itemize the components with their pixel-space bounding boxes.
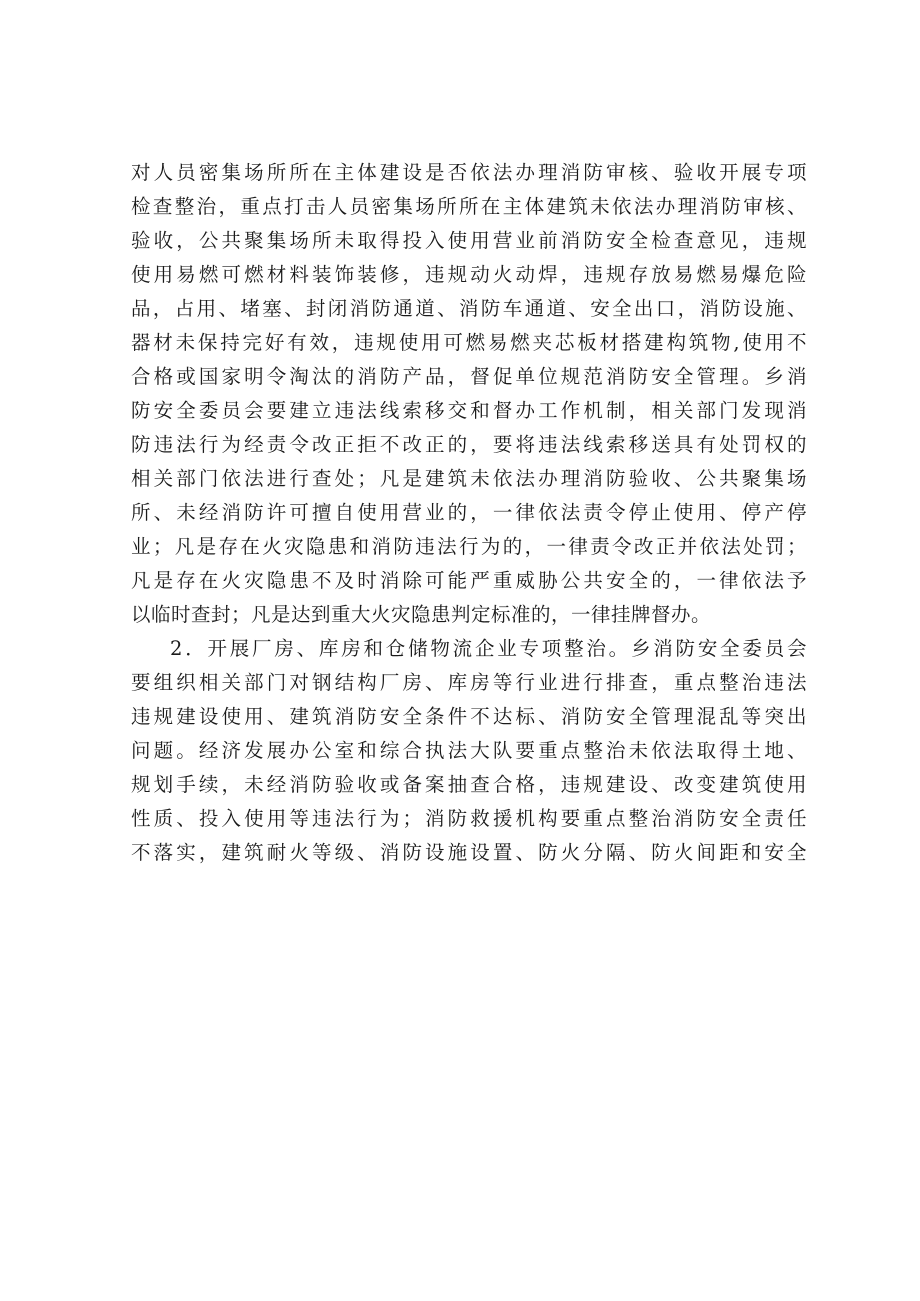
text-line: 违规建设使用、建筑消防安全条件不达标、消防安全管理混乱等突出 bbox=[131, 705, 807, 728]
text-line: 凡是存在火灾隐患不及时消除可能严重威胁公共安全的，一律依法予 bbox=[131, 569, 807, 592]
text-line: 品，占用、堵塞、封闭消防通道、消防车通道、安全出口，消防设施、 bbox=[131, 297, 807, 320]
text-line: 问题。经济发展办公室和综合执法大队要重点整治未依法取得土地、 bbox=[131, 739, 807, 762]
text-line: 防违法行为经责令改正拒不改正的，要将违法线索移送具有处罚权的 bbox=[131, 433, 807, 456]
text-line: 不落实，建筑耐火等级、消防设施设置、防火分隔、防火间距和安全 bbox=[131, 841, 807, 864]
text-line: 检查整治，重点打击人员密集场所所在主体建筑未依法办理消防审核、 bbox=[131, 195, 807, 218]
text-line: 要组织相关部门对钢结构厂房、库房等行业进行排查，重点整治违法 bbox=[131, 671, 807, 694]
text-line: 验收，公共聚集场所未取得投入使用营业前消防安全检查意见，违规 bbox=[131, 229, 807, 252]
paragraph-first-line: 2．开展厂房、库房和仓储物流企业专项整治。乡消防安全委员会 bbox=[170, 637, 807, 660]
text-line: 规划手续，未经消防验收或备案抽查合格，违规建设、改变建筑使用 bbox=[131, 773, 807, 796]
body-text bbox=[131, 156, 807, 870]
text-line: 所、未经消防许可擅自使用营业的，一律依法责令停止使用、停产停 bbox=[131, 501, 807, 524]
text-line: 合格或国家明令淘汰的消防产品，督促单位规范消防安全管理。乡消 bbox=[131, 365, 807, 388]
text-line: 使用易燃可燃材料装饰装修，违规动火动焊，违规存放易燃易爆危险 bbox=[131, 263, 807, 286]
text-line: 性质、投入使用等违法行为；消防救援机构要重点整治消防安全责任 bbox=[131, 807, 807, 830]
text-line: 防安全委员会要建立违法线索移交和督办工作机制，相关部门发现消 bbox=[131, 399, 807, 422]
text-line: 对人员密集场所所在主体建设是否依法办理消防审核、验收开展专项 bbox=[131, 161, 807, 184]
text-line: 器材未保持完好有效，违规使用可燃易燃夹芯板材搭建构筑物,使用不 bbox=[131, 331, 807, 354]
paragraph-last-line: 以临时查封；凡是达到重大火灾隐患判定标准的，一律挂牌督办。 bbox=[131, 603, 712, 626]
text-line: 业；凡是存在火灾隐患和消防违法行为的，一律责令改正并依法处罚； bbox=[131, 535, 807, 558]
text-line: 相关部门依法进行查处；凡是建筑未依法办理消防验收、公共聚集场 bbox=[131, 467, 807, 490]
